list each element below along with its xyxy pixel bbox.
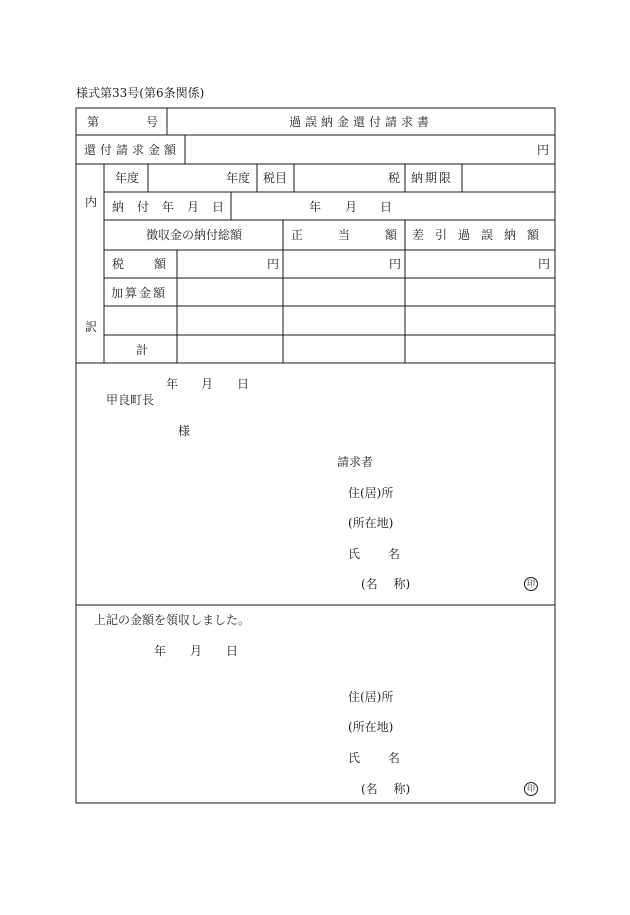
requester-seal-mark: 印 bbox=[524, 577, 538, 591]
receipt-statement: 上記の金額を領収しました。 bbox=[94, 613, 251, 627]
breakdown-label-uchi: 内 bbox=[85, 195, 98, 209]
number-label-dai: 第 bbox=[87, 115, 100, 129]
breakdown-label-wake: 訳 bbox=[85, 320, 98, 334]
request-date-day: 日 bbox=[237, 377, 250, 391]
payment-deadline-label: 納期限 bbox=[411, 171, 454, 185]
receipt-seal-mark: 印 bbox=[524, 782, 538, 796]
request-date-month: 月 bbox=[201, 377, 214, 391]
receipt-date-day: 日 bbox=[226, 644, 239, 658]
row-tax-amount-unit-3: 円 bbox=[538, 257, 551, 271]
column-proper-amount: 正当額 bbox=[291, 228, 433, 242]
fiscal-year-label-2: 年度 bbox=[226, 171, 251, 185]
row-surcharge-label: 加算金額 bbox=[111, 286, 168, 300]
receipt-corp-name-label: (名 称) bbox=[361, 782, 411, 796]
payment-date-month: 月 bbox=[345, 200, 358, 214]
requester-label: 請求者 bbox=[337, 455, 374, 469]
addressee-mayor: 甲良町長 bbox=[106, 393, 155, 407]
addressee-honorific: 様 bbox=[178, 424, 191, 438]
payment-date-label: 納付年月日 bbox=[112, 200, 238, 214]
tax-item-label: 税目 bbox=[263, 171, 288, 185]
refund-amount-label: 還付請求金額 bbox=[84, 143, 181, 157]
column-total-paid: 徴収金の納付総額 bbox=[146, 228, 243, 242]
column-overpaid-amount: 差引過誤納額 bbox=[412, 228, 551, 242]
form-number: 様式第33号(第6条関係) bbox=[76, 86, 205, 100]
tax-label: 税 bbox=[388, 171, 401, 185]
document-title: 過誤納金還付請求書 bbox=[289, 115, 434, 129]
requester-location-label: (所在地) bbox=[348, 516, 394, 530]
receipt-location-label: (所在地) bbox=[348, 720, 394, 734]
receipt-date-month: 月 bbox=[190, 644, 203, 658]
refund-amount-unit: 円 bbox=[537, 143, 550, 157]
payment-date-year: 年 bbox=[309, 200, 322, 214]
row-tax-amount-label: 税額 bbox=[112, 257, 197, 271]
requester-name-label: 氏 名 bbox=[348, 547, 400, 561]
fiscal-year-label-1: 年度 bbox=[115, 171, 140, 185]
requester-address-label: 住(居)所 bbox=[348, 486, 394, 500]
requester-corp-name-label: (名 称) bbox=[361, 577, 411, 591]
receipt-address-label: 住(居)所 bbox=[348, 690, 394, 704]
number-label-go: 号 bbox=[146, 115, 159, 129]
request-date-year: 年 bbox=[166, 377, 179, 391]
receipt-name-label: 氏 名 bbox=[348, 751, 400, 765]
row-total-label: 計 bbox=[136, 343, 149, 357]
payment-date-day: 日 bbox=[380, 200, 393, 214]
receipt-date-year: 年 bbox=[154, 644, 167, 658]
row-tax-amount-unit-1: 円 bbox=[267, 257, 280, 271]
row-tax-amount-unit-2: 円 bbox=[389, 257, 402, 271]
